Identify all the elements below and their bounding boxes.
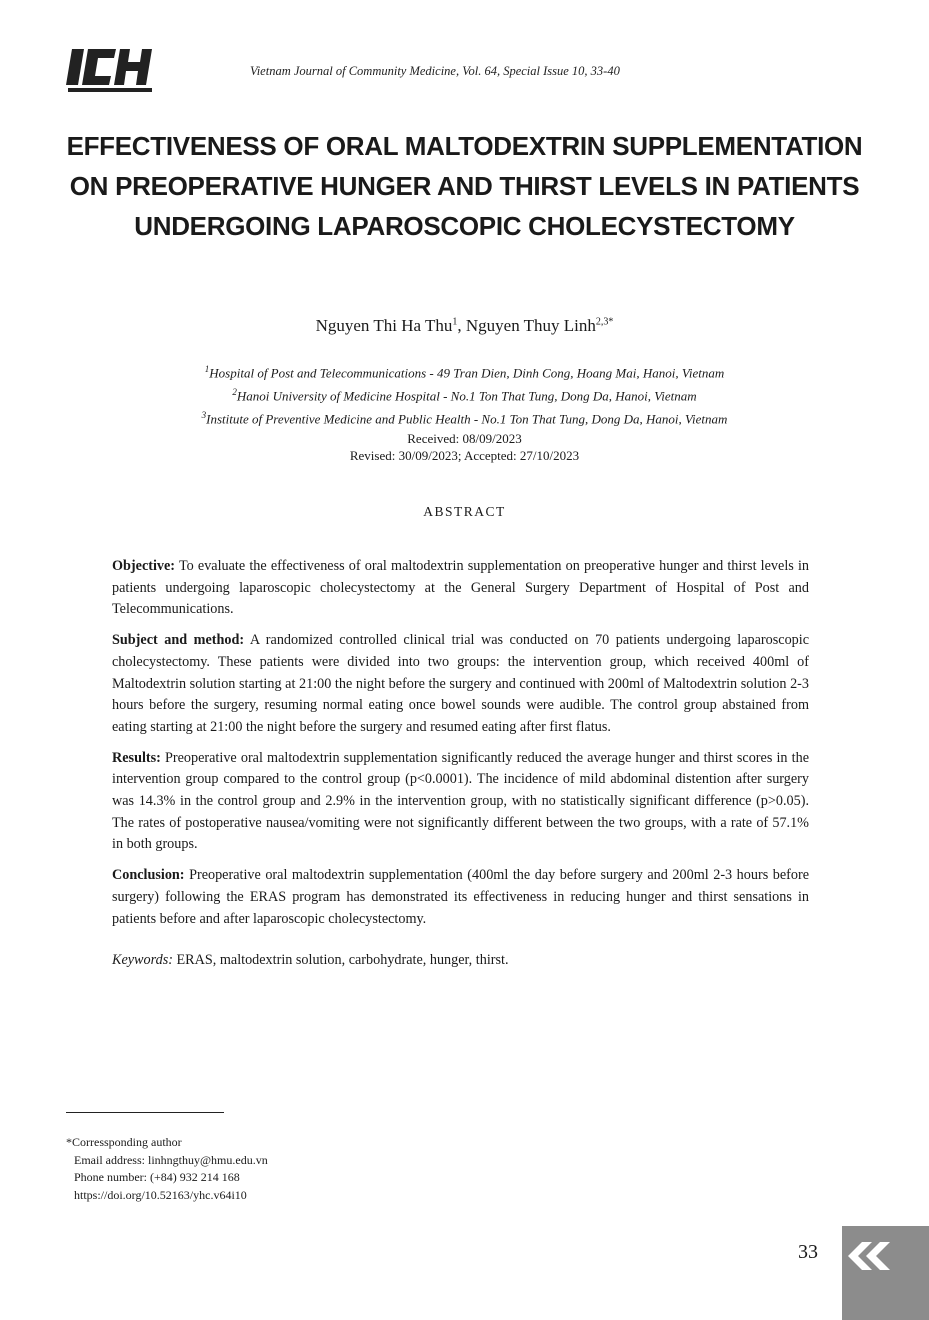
affiliation-text: Hanoi University of Medicine Hospital - No.1 Ton That Tung, Dong Da, Hanoi, Vietnam	[236, 388, 697, 404]
page-number: 33	[798, 1241, 818, 1263]
corresponding-author: *Corressponding author	[66, 1135, 182, 1149]
double-chevron-left-icon	[842, 1226, 929, 1320]
author-affil-sup: 1	[452, 316, 458, 328]
page-tab	[842, 1226, 929, 1320]
abstract-heading: ABSTRACT	[423, 504, 506, 519]
section-text: To evaluate the effectiveness of oral maltodextrin supplementation on preoperative hunger and thirst levels in patients undergoing laparoscopic cholecystectomy at the General Surgery Department of Hospital of Post and Telecommunications.	[112, 558, 809, 618]
article-dates	[0, 430, 929, 464]
abstract-objective	[112, 556, 809, 621]
affiliation	[0, 383, 929, 406]
footnote	[66, 1134, 268, 1204]
section-text: Preoperative oral maltodextrin supplementation significantly reduced the average hunger and thirst scores in the intervention group compared to the control group (p<0.0001). The incidence of mild abdominal distention after surgery was 14.3% in the control group and 2.9% in the intervention group, with no statistically significant difference (p>0.05). The rates of postoperative nausea/vomiting were not significantly different between the two groups, with a rate of 57.1% in both groups.	[112, 749, 809, 853]
affiliation	[0, 406, 929, 429]
abstract-body	[112, 556, 809, 981]
email-address[interactable]: Email address: linhngthuy@hmu.edu.vn	[74, 1152, 268, 1167]
keywords-label: Keywords:	[112, 952, 173, 969]
author-affil-sup: 2,3*	[595, 316, 614, 328]
section-text: A randomized controlled clinical trial was conducted on 70 patients undergoing laparoscopic cholecystectomy. These patients were divided into two groups: the intervention group, which received 400ml of Maltodextrin solution starting at 21:00 the night before the surgery and continued with 200ml of Maltodextrin solution 2-3 hours before the surgery, resuming normal eating once bowel sounds were audible. The control group abstained from eating starting at 21:00 the night before the surgery and resumed eating after first flatus.	[112, 632, 809, 735]
author-name: Nguyen Thi Ha Thu	[315, 316, 453, 335]
affiliation	[0, 360, 929, 383]
revised-accepted-date: Revised: 30/09/2023; Accepted: 27/10/2023	[349, 448, 580, 463]
section-label: Results:	[112, 749, 161, 766]
abstract-conclusion	[112, 865, 809, 930]
doi-link[interactable]: https://doi.org/10.52163/yhc.v64i10	[74, 1187, 247, 1202]
section-label: Conclusion:	[112, 867, 185, 884]
journal-citation: Vietnam Journal of Community Medicine, Vol. 64, Special Issue 10, 33-40	[250, 64, 620, 78]
keywords	[112, 950, 809, 972]
affiliation-list	[0, 360, 929, 428]
affiliation-sup: 1	[204, 364, 210, 374]
author-list: Nguyen Thi Ha Thu$^1$, Nguyen Thuy Linh$^{2,3*}$	[315, 316, 614, 335]
ich-logo-icon	[66, 47, 158, 95]
article-title: EFFECTIVENESS OF ORAL MALTODEXTRIN SUPPLEMENTATION ON PREOPERATIVE HUNGER AND THIRST LEVELS IN PATIENTS UNDERGOING LAPAROSCOPIC CHOLECYSTECTOMY	[66, 131, 863, 241]
keywords-text: ERAS, maltodextrin solution, carbohydrate, hunger, thirst.	[172, 952, 509, 969]
affiliation-text: Institute of Preventive Medicine and Public Health - No.1 Ton That Tung, Dong Da, Hanoi, Vietnam	[206, 410, 728, 426]
journal-logo	[66, 47, 158, 95]
abstract-results	[112, 748, 809, 857]
section-label: Objective:	[112, 558, 176, 574]
affiliation-sup: 2	[232, 386, 237, 397]
affiliation-text: Hospital of Post and Telecommunications - 49 Tran Dien, Dinh Cong, Hoang Mai, Hanoi, Vietnam	[209, 365, 725, 381]
footnote-divider	[66, 1112, 224, 1113]
received-date: Received: 08/09/2023	[407, 431, 522, 446]
affiliation-sup: 3	[201, 409, 207, 420]
phone-number: Phone number: (+84) 932 214 168	[74, 1170, 240, 1184]
author-name: Nguyen Thuy Linh	[465, 316, 596, 335]
section-text: Preoperative oral maltodextrin supplementation (400ml the day before surgery and 200ml 2-3 hours before surgery) following the ERAS program has demonstrated its effectiveness in reducing hunger and thirst sensations in patients before and after laparoscopic cholecystectomy.	[112, 867, 809, 927]
abstract-method	[112, 630, 809, 739]
section-label: Subject and method:	[112, 632, 245, 649]
